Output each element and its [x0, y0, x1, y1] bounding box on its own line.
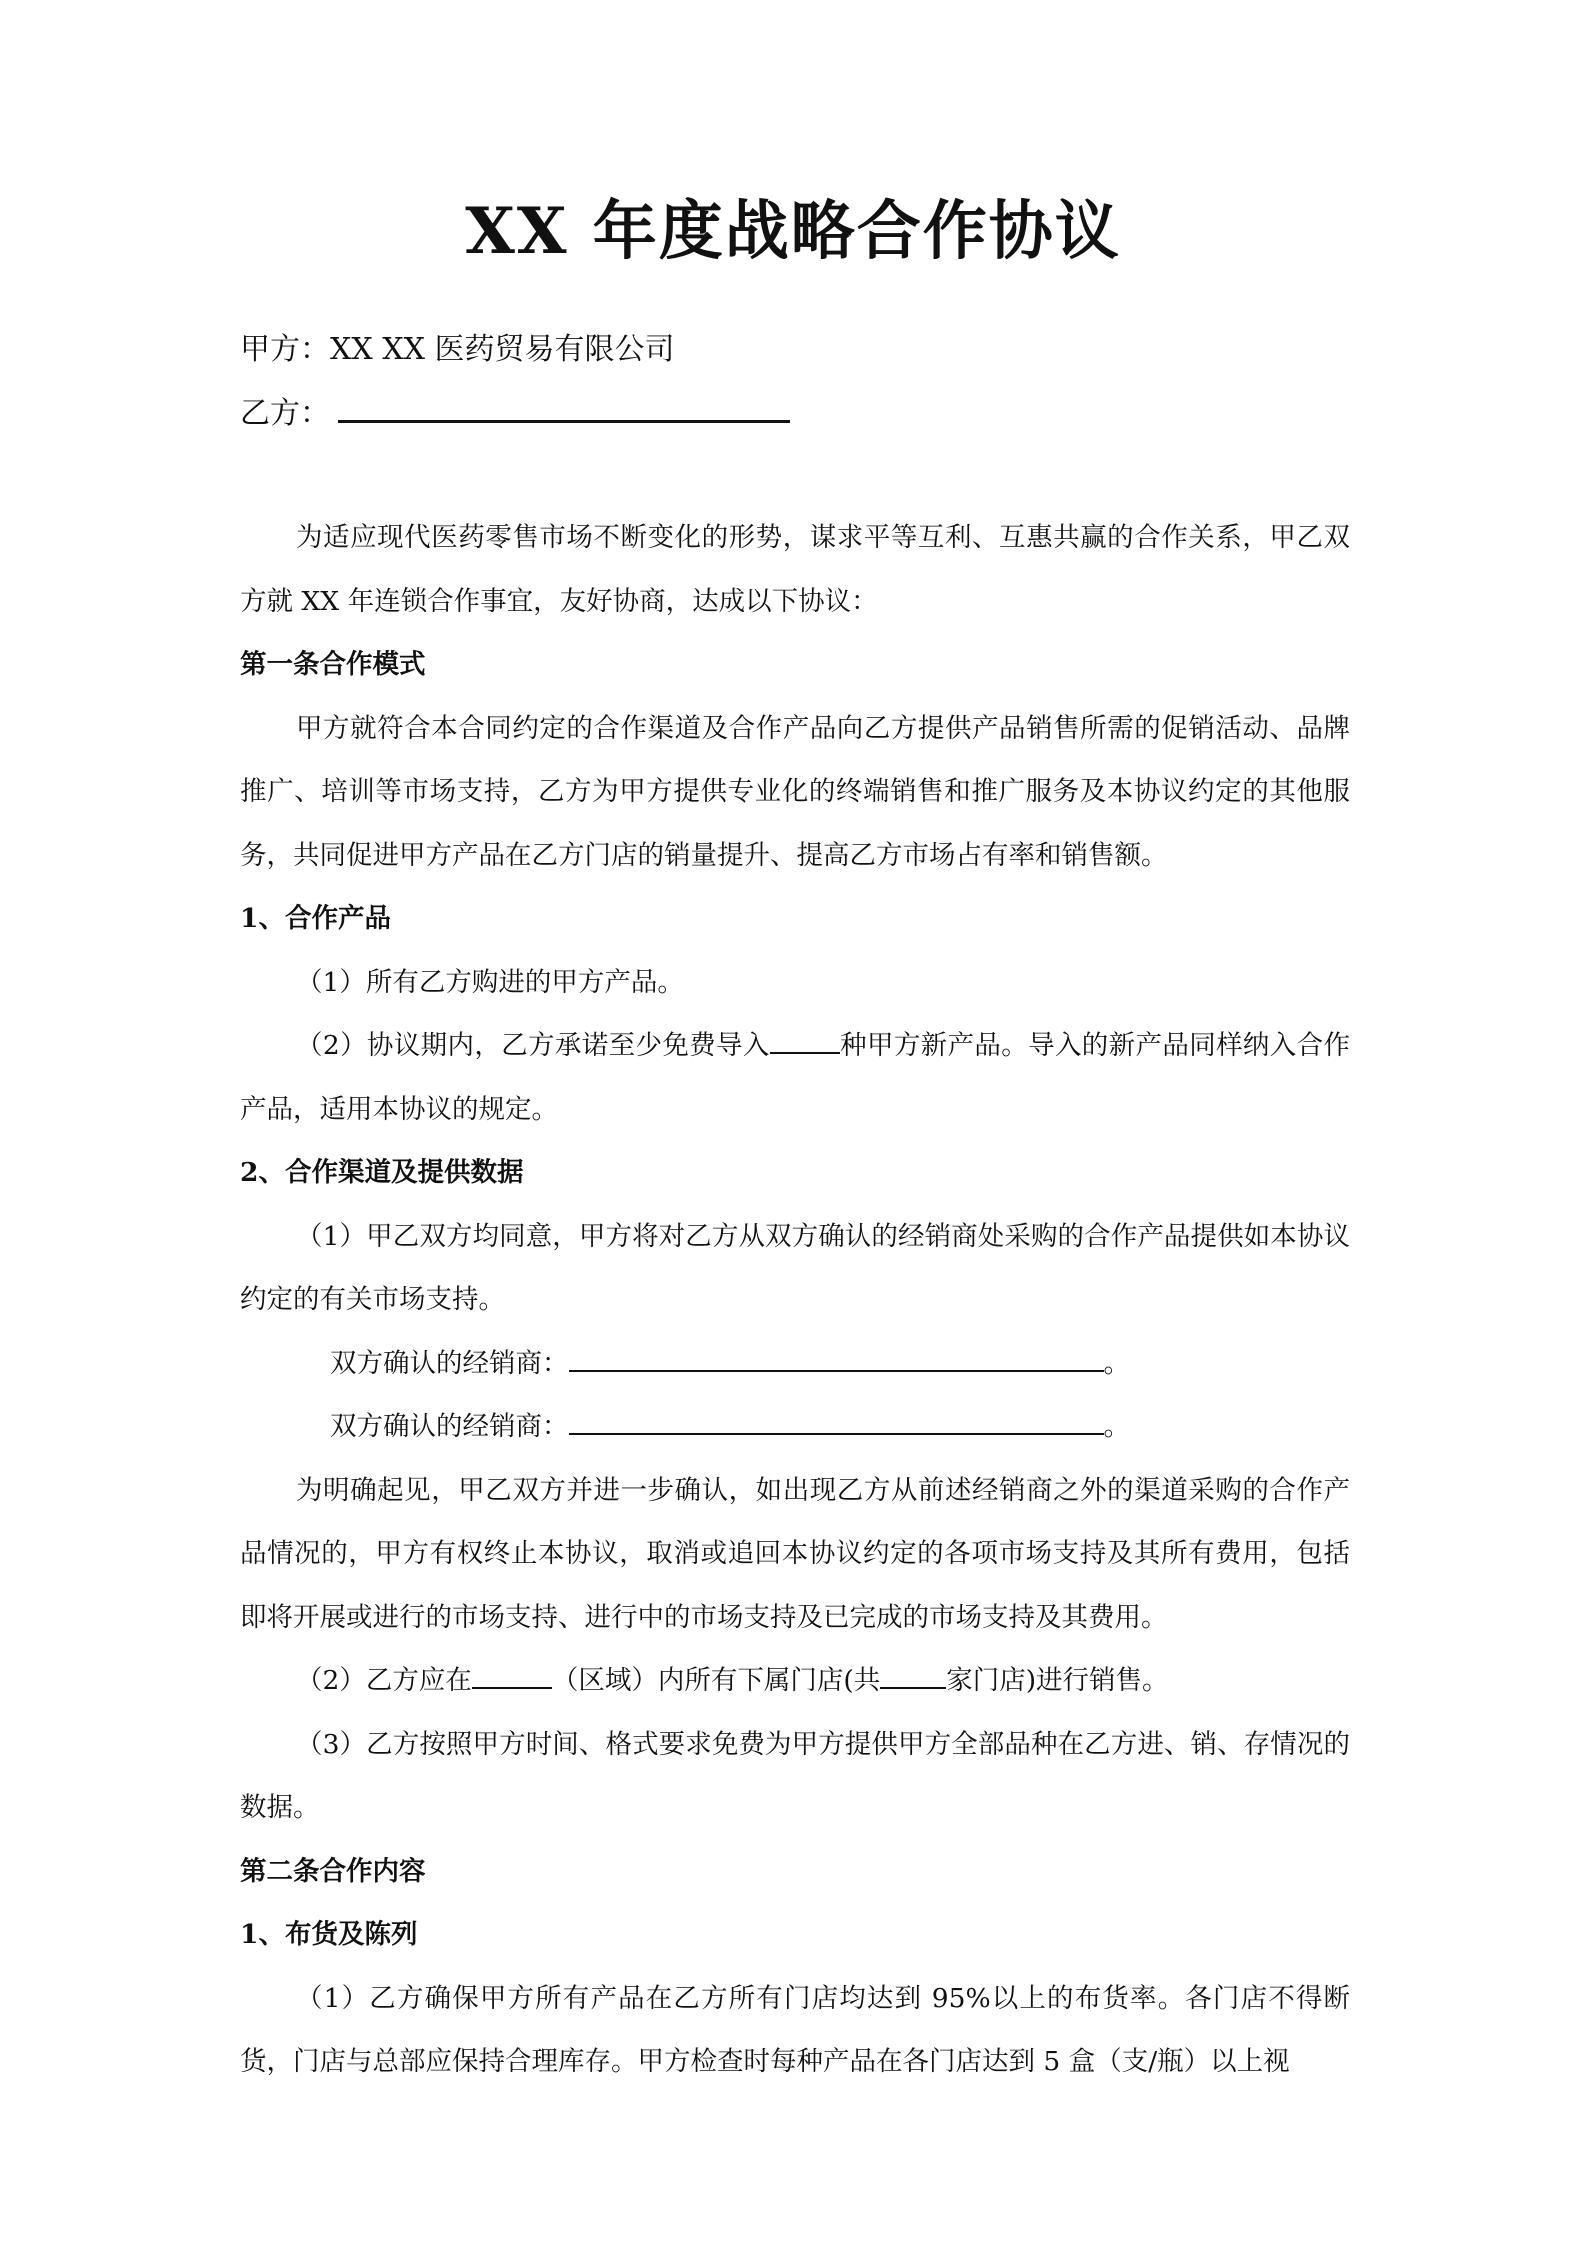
document-title: XX 年度战略合作协议 [465, 194, 1121, 269]
party-b-line [240, 392, 790, 434]
article-2-section-1-item-1: （1）乙方确保甲方所有产品在乙方所有门店均达到 95%以上的布货率。各门店不得断货，门店与总部应保持合理库存。甲方检查时每种产品在各门店达到 5 盒（支/瓶）以上视 [240, 1982, 1350, 2077]
section-1-item-2-text-b: 种甲方新产品。导入的新产品同样纳入合作产品，适用本协议的规定。 [240, 1030, 1350, 1125]
section-2-item-2 [240, 1649, 1350, 1713]
section-1-item-2-text-a: （2）协议期内，乙方承诺至少免费导入 [296, 1030, 770, 1061]
section-2-item-3: （3）乙方按照甲方时间、格式要求免费为甲方提供甲方全部品种在乙方进、销、存情况的数据。 [240, 1728, 1350, 1823]
new-product-count-blank [770, 1026, 840, 1054]
article-2-heading: 第二条合作内容 [240, 1855, 426, 1887]
section-2-heading: 2、合作渠道及提供数据 [240, 1157, 524, 1188]
section-2-clarification: 为明确起见，甲乙双方并进一步确认，如出现乙方从前述经销商之外的渠道采购的合作产品情况的，甲方有权终止本协议，取消或追回本协议约定的各项市场支持及其所有费用，包括即将开展或进行的市场支持、进行中的市场支持及已完成的市场支持及其费用。 [240, 1474, 1350, 1633]
party-b-label: 乙方： [240, 396, 330, 431]
agreement-body [240, 506, 1350, 2094]
section-2-item-2-text-b: （区域）内所有下属门店(共 [551, 1665, 881, 1696]
distributor-label-2: 双方确认的经销商： [330, 1411, 569, 1442]
section-1-heading: 1、合作产品 [240, 903, 391, 934]
distributor-line-1 [240, 1332, 1350, 1396]
section-2-item-2-text-a: （2）乙方应在 [296, 1665, 472, 1696]
article-1-heading: 第一条合作模式 [240, 649, 426, 680]
distributor-end-1: 。 [1103, 1347, 1130, 1379]
distributor-label-1: 双方确认的经销商： [330, 1347, 569, 1379]
section-2-item-2-text-c: 家门店)进行销售。 [946, 1665, 1169, 1696]
section-1-item-2 [240, 1014, 1350, 1141]
party-b-blank [338, 392, 790, 423]
store-count-blank [880, 1661, 946, 1689]
article-2-section-1-heading: 1、布货及陈列 [240, 1919, 418, 1950]
distributor-line-2 [240, 1395, 1350, 1459]
article-1-paragraph: 甲方就符合本合同约定的合作渠道及合作产品向乙方提供产品销售所需的促销活动、品牌推广、培训等市场支持，乙方为甲方提供专业化的终端销售和推广服务及本协议约定的其他服务，共同促进甲方产品在乙方门店的销量提升、提高乙方市场占有率和销售额。 [240, 712, 1350, 871]
distributor-blank-2 [569, 1407, 1104, 1435]
section-1-item-1: （1）所有乙方购进的甲方产品。 [296, 966, 684, 998]
section-2-item-1: （1）甲乙双方均同意，甲方将对乙方从双方确认的经销商处采购的合作产品提供如本协议约定的有关市场支持。 [240, 1220, 1350, 1315]
party-a-line: 甲方：XX XX 医药贸易有限公司 [240, 332, 675, 367]
intro-paragraph: 为适应现代医药零售市场不断变化的形势，谋求平等互利、互惠共赢的合作关系，甲乙双方就 XX 年连锁合作事宜，友好协商，达成以下协议： [240, 522, 1350, 617]
distributor-blank-1 [569, 1344, 1104, 1372]
region-blank [472, 1661, 552, 1689]
distributor-end-2: 。 [1103, 1411, 1130, 1442]
